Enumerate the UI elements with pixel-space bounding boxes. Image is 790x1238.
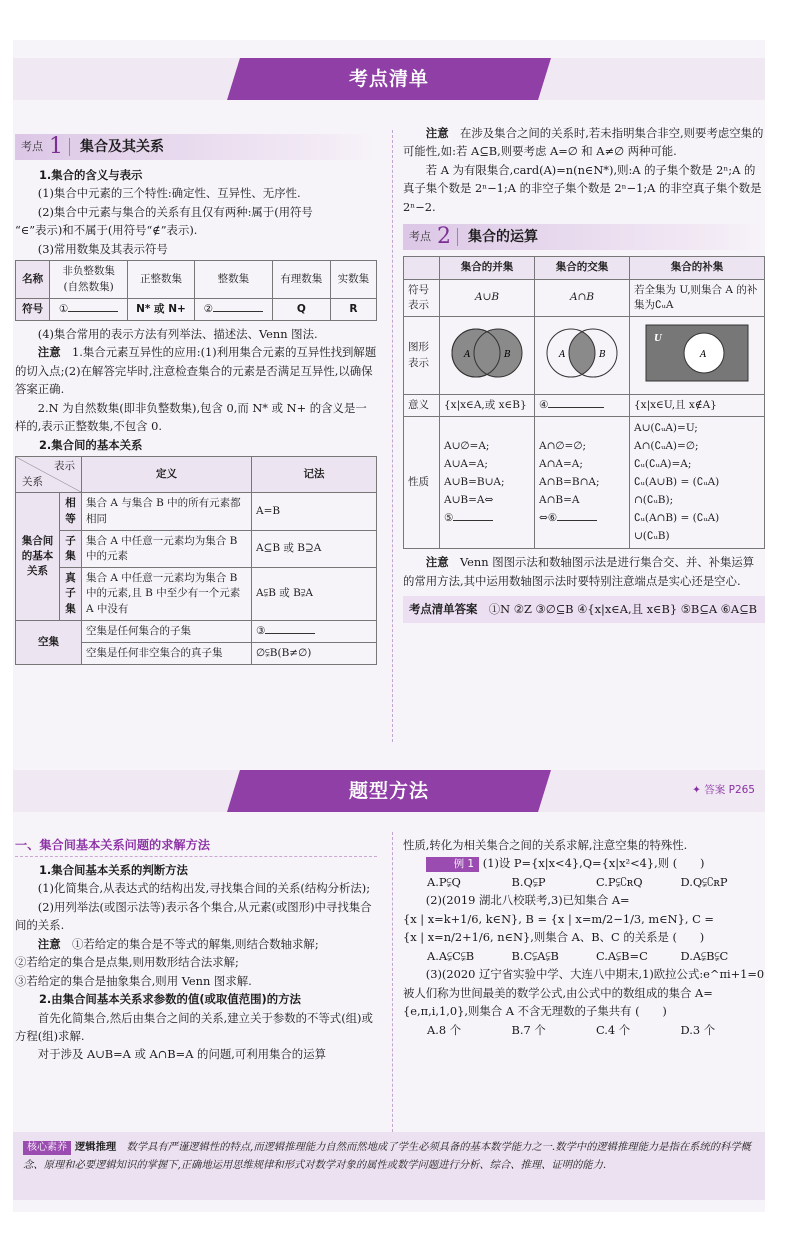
paragraph: 2.N 为自然数集(即非负整数集),包含 0,而 N* 或 N+ 的含义是一样的,表示正整数集,不包含 0. <box>15 400 367 434</box>
option: B.Q⫋P <box>511 874 546 889</box>
option: B.7 个 <box>511 1022 546 1037</box>
paragraph: (3)常用数集及其表示符号 <box>37 241 168 256</box>
table-cell: 空集是任何非空集合的真子集 <box>82 643 252 665</box>
table-cell: ④ <box>535 395 630 417</box>
svg-text:A: A <box>700 350 707 360</box>
paragraph: 首先化简集合,然后由集合之间的关系,建立关于参数的不等式(组)或方程(组)求解. <box>15 1010 373 1043</box>
svg-text:A: A <box>559 350 566 360</box>
table-header: 集合的交集 <box>535 257 630 279</box>
option: C.4 个 <box>596 1022 631 1037</box>
table-cell: A⊆B 或 B⊇A <box>252 530 377 567</box>
row-group-label: 集合间的基本关系 <box>16 493 60 621</box>
option: C.P⫋∁ʀQ <box>596 874 643 889</box>
table-cell: 集合 A 与集合 B 中的所有元素都相同 <box>82 493 252 530</box>
table-cell: {x|x∈A,或 x∈B} <box>440 395 535 417</box>
row-label: 子集 <box>60 530 82 567</box>
subheading: 1.集合的含义与表示 <box>39 168 143 182</box>
table-cell: 若全集为 U,则集合 A 的补集为∁ᵤA <box>630 279 765 316</box>
example-options <box>403 873 765 891</box>
core-literacy-box <box>13 1132 765 1200</box>
option: D.Q⫋∁ʀP <box>680 874 728 889</box>
table-header: 记法 <box>252 457 377 493</box>
paragraph: “∈”表示)和不属于(用符号“∉”表示). <box>15 223 198 238</box>
kaodian-label: 考点 <box>21 140 43 154</box>
section-heading: 一、集合间基本关系问题的求解方法 <box>15 836 377 857</box>
intersection-venn-diagram <box>535 317 630 395</box>
core-literacy-tag: 核心素养 <box>23 1141 71 1155</box>
table-cell: 空集是任何集合的子集 <box>82 620 252 642</box>
complement-venn-diagram <box>630 317 765 395</box>
row-label: 符号 <box>16 298 50 320</box>
table-header: 有理数集 <box>272 261 330 298</box>
paragraph: {x | x=k+1/6, k∈N}, B = {x | x=m/2−1/3, m∈N}, C = <box>403 911 714 926</box>
table-cell: A=B <box>252 493 377 530</box>
table-cell: A∪B <box>440 279 535 316</box>
table-header: 整数集 <box>194 261 272 298</box>
table-cell: A⫋B 或 B⫌A <box>252 568 377 621</box>
table-cell: 集合 A 中任意一元素均为集合 B 中的元素,且 B 中至少有一个元素 A 中没有 <box>82 568 252 621</box>
svg-text:B: B <box>504 350 511 360</box>
paragraph: (2)用列举法(或图示法等)表示各个集合,从元素(或图形)中寻找集合间的关系. <box>15 899 372 933</box>
option: A.P⫋Q <box>427 874 461 889</box>
paragraph: (2)集合中元素与集合的关系有且仅有两种:属于(用符号 <box>37 204 313 219</box>
row-label: 图形表示 <box>404 317 440 395</box>
example-options <box>403 1021 765 1039</box>
paragraph: ③若给定的集合是抽象集合,则用 Venn 图求解. <box>15 973 252 988</box>
paragraph: (3)(2020 辽宁省实验中学、大连八中期末,1)欧拉公式:e^πi+1=0 被人们称为世间最美的数学公式,由公式中的数组成的集合 A={e,π,i,1,0},则集合 A 不含无理数的子集共有 ( ) <box>403 967 765 1019</box>
note-paragraph: 注意 1.集合元素互异性的应用:(1)利用集合元素的互异性找到解题的切入点;(2)在解答完毕时,注意检查集合的元素是否满足互异性,以确保答案正确. <box>15 345 377 397</box>
table-cell: R <box>330 298 376 320</box>
row-label: 真子集 <box>60 568 82 621</box>
table-cell: ③ <box>252 620 377 642</box>
table-header: 非负整数集 (自然数集) <box>50 261 128 298</box>
table-cell: ② <box>194 298 272 320</box>
banner-title: 题型方法 <box>348 780 429 802</box>
answer-box: 考点清单答案 ①N ②Z ③∅⊆B ④{x|x∈A,且 x∈B} ⑤B⊆A ⑥A⊆B <box>403 596 765 623</box>
number-sets-table <box>15 260 377 321</box>
table-header: 集合的并集 <box>440 257 535 279</box>
left-column-top <box>15 130 377 665</box>
set-operations-table <box>403 256 765 549</box>
table-cell: ∅⫋B(B≠∅) <box>252 643 377 665</box>
note-paragraph: 注意 在涉及集合之间的关系时,若未指明集合非空,则要考虑空集的可能性,如:若 A⊆B,则要考虑 A=∅ 和 A≠∅ 两种可能. <box>403 126 764 159</box>
kaodian-name: 集合及其关系 <box>80 138 164 155</box>
note-paragraph: 注意 Venn 图图示法和数轴图示法是进行集合交、并、补集运算的常用方法,其中运用数轴图示法时要特别注意端点是实心还是空心. <box>403 555 755 588</box>
table-cell: ① <box>50 298 128 320</box>
paragraph: (1)化简集合,从表达式的结构出发,寻找集合间的关系(结构分析法); <box>37 881 371 896</box>
section-banner <box>13 770 765 812</box>
option: D.3 个 <box>680 1022 716 1037</box>
table-header <box>404 257 440 279</box>
core-literacy-title: 逻辑推理 <box>75 1141 117 1153</box>
paragraph: ②若给定的集合是点集,则用数形结合法求解; <box>15 955 239 970</box>
example-1: 例 1 (1)设 P={x|x<4},Q={x|x²<4},则 ( ) <box>403 854 765 872</box>
table-cell: A∪(∁ᵤA)=U; A∩(∁ᵤA)=∅; ∁ᵤ(∁ᵤA)=A; ∁ᵤ(A∪B) = (∁ᵤA) ∩(∁ᵤB); ∁ᵤ(A∩B) = (∁ᵤA) ∪(∁ᵤB) <box>630 417 765 549</box>
kaodian-label: 考点 <box>409 230 431 244</box>
column-divider <box>392 130 393 742</box>
svg-text:B: B <box>599 350 606 360</box>
kaodian-number: 2 <box>437 224 451 250</box>
union-venn-diagram <box>440 317 535 395</box>
right-column-bottom <box>403 836 765 1039</box>
row-label: 意义 <box>404 395 440 417</box>
table-cell: A∩∅=∅; A∩A=A; A∩B=B∩A; A∩B=A ⇔⑥ <box>535 417 630 549</box>
option: B.C⫋A⫋B <box>511 948 559 963</box>
option: D.A⫋B⫋C <box>680 948 729 963</box>
row-label: 性质 <box>404 417 440 549</box>
table-header: 集合的补集 <box>630 257 765 279</box>
svg-text:U: U <box>654 334 662 344</box>
kaodian-number: 1 <box>49 134 63 159</box>
subheading: 2.由集合间基本关系求参数的值(或取值范围)的方法 <box>39 992 301 1007</box>
right-column-top <box>403 124 765 623</box>
relation-table <box>15 456 377 665</box>
paragraph: (4)集合常用的表示方法有列举法、描述法、Venn 图法. <box>37 327 318 341</box>
table-cell: N* 或 N+ <box>128 298 195 320</box>
table-cell: 集合 A 中任意一元素均为集合 B 中的元素 <box>82 530 252 567</box>
paragraph: 性质,转化为相关集合之间的关系求解,注意空集的特殊性. <box>403 838 688 852</box>
table-header: 定义 <box>82 457 252 493</box>
corner-cell: 表示 关系 <box>16 457 82 493</box>
option: C.A⫋B=C <box>596 948 648 963</box>
kaodian-1-header <box>15 134 377 160</box>
kaodian-2-header <box>403 224 765 250</box>
subheading: 1.集合间基本关系的判断方法 <box>39 862 188 877</box>
svg-text:A: A <box>464 350 471 360</box>
table-cell: {x|x∈U,且 x∉A} <box>630 395 765 417</box>
paragraph: (2)(2019 湖北八校联考,3)已知集合 A= <box>425 893 630 908</box>
kaodian-name: 集合的运算 <box>468 229 538 245</box>
row-label: 空集 <box>16 620 82 664</box>
banner-title: 考点清单 <box>348 68 429 90</box>
section-banner <box>13 58 765 100</box>
left-column-bottom <box>15 836 377 1064</box>
paragraph: (1)集合中元素的三个特性:确定性、互异性、无序性. <box>37 186 301 201</box>
table-header: 正整数集 <box>128 261 195 298</box>
table-cell: Q <box>272 298 330 320</box>
paragraph: 对于涉及 A∪B=A 或 A∩B=A 的问题,可利用集合的运算 <box>37 1047 326 1062</box>
option: A.8 个 <box>427 1022 462 1037</box>
example-tag: 例 1 <box>426 857 479 872</box>
answer-page-ref[interactable]: ✦ 答案 P265 <box>692 784 755 796</box>
option: A.A⫋C⫋B <box>427 948 475 963</box>
note-paragraph: 注意 ①若给定的集合是不等式的解集,则结合数轴求解; <box>37 936 319 951</box>
table-header: 实数集 <box>330 261 376 298</box>
table-cell: A∪∅=A; A∪A=A; A∪B=B∪A; A∪B=A⇔ ⑤ <box>440 417 535 549</box>
table-header: 名称 <box>16 261 50 298</box>
core-literacy-text: 数学具有严谨逻辑性的特点,而逻辑推理能力自然而然地成了学生必须具备的基本数学能力之一.数学中的逻辑推理能力是指在系统的科学概念、原理和必要逻辑知识的掌握下,正确地运用思维规律和形式对数学对象的属性或数学问题进行分析、综合、推理、证明的能力. <box>23 1141 751 1172</box>
column-divider <box>392 832 393 1132</box>
table-cell: A∩B <box>535 279 630 316</box>
row-label: 相等 <box>60 493 82 530</box>
paragraph: {x | x=n/2+1/6, n∈N},则集合 A、B、C 的关系是 ( ) <box>403 930 705 945</box>
example-options <box>403 947 765 965</box>
row-label: 符号表示 <box>404 279 440 316</box>
runner-icon: ✦ <box>692 784 701 796</box>
paragraph: 若 A 为有限集合,card(A)=n(n∈N*),则:A 的子集个数是 2ⁿ;A 的真子集个数是 2ⁿ−1;A 的非空子集个数是 2ⁿ−1;A 的非空真子集个数是 2ⁿ−2. <box>403 162 762 214</box>
subheading: 2.集合间的基本关系 <box>39 437 143 452</box>
